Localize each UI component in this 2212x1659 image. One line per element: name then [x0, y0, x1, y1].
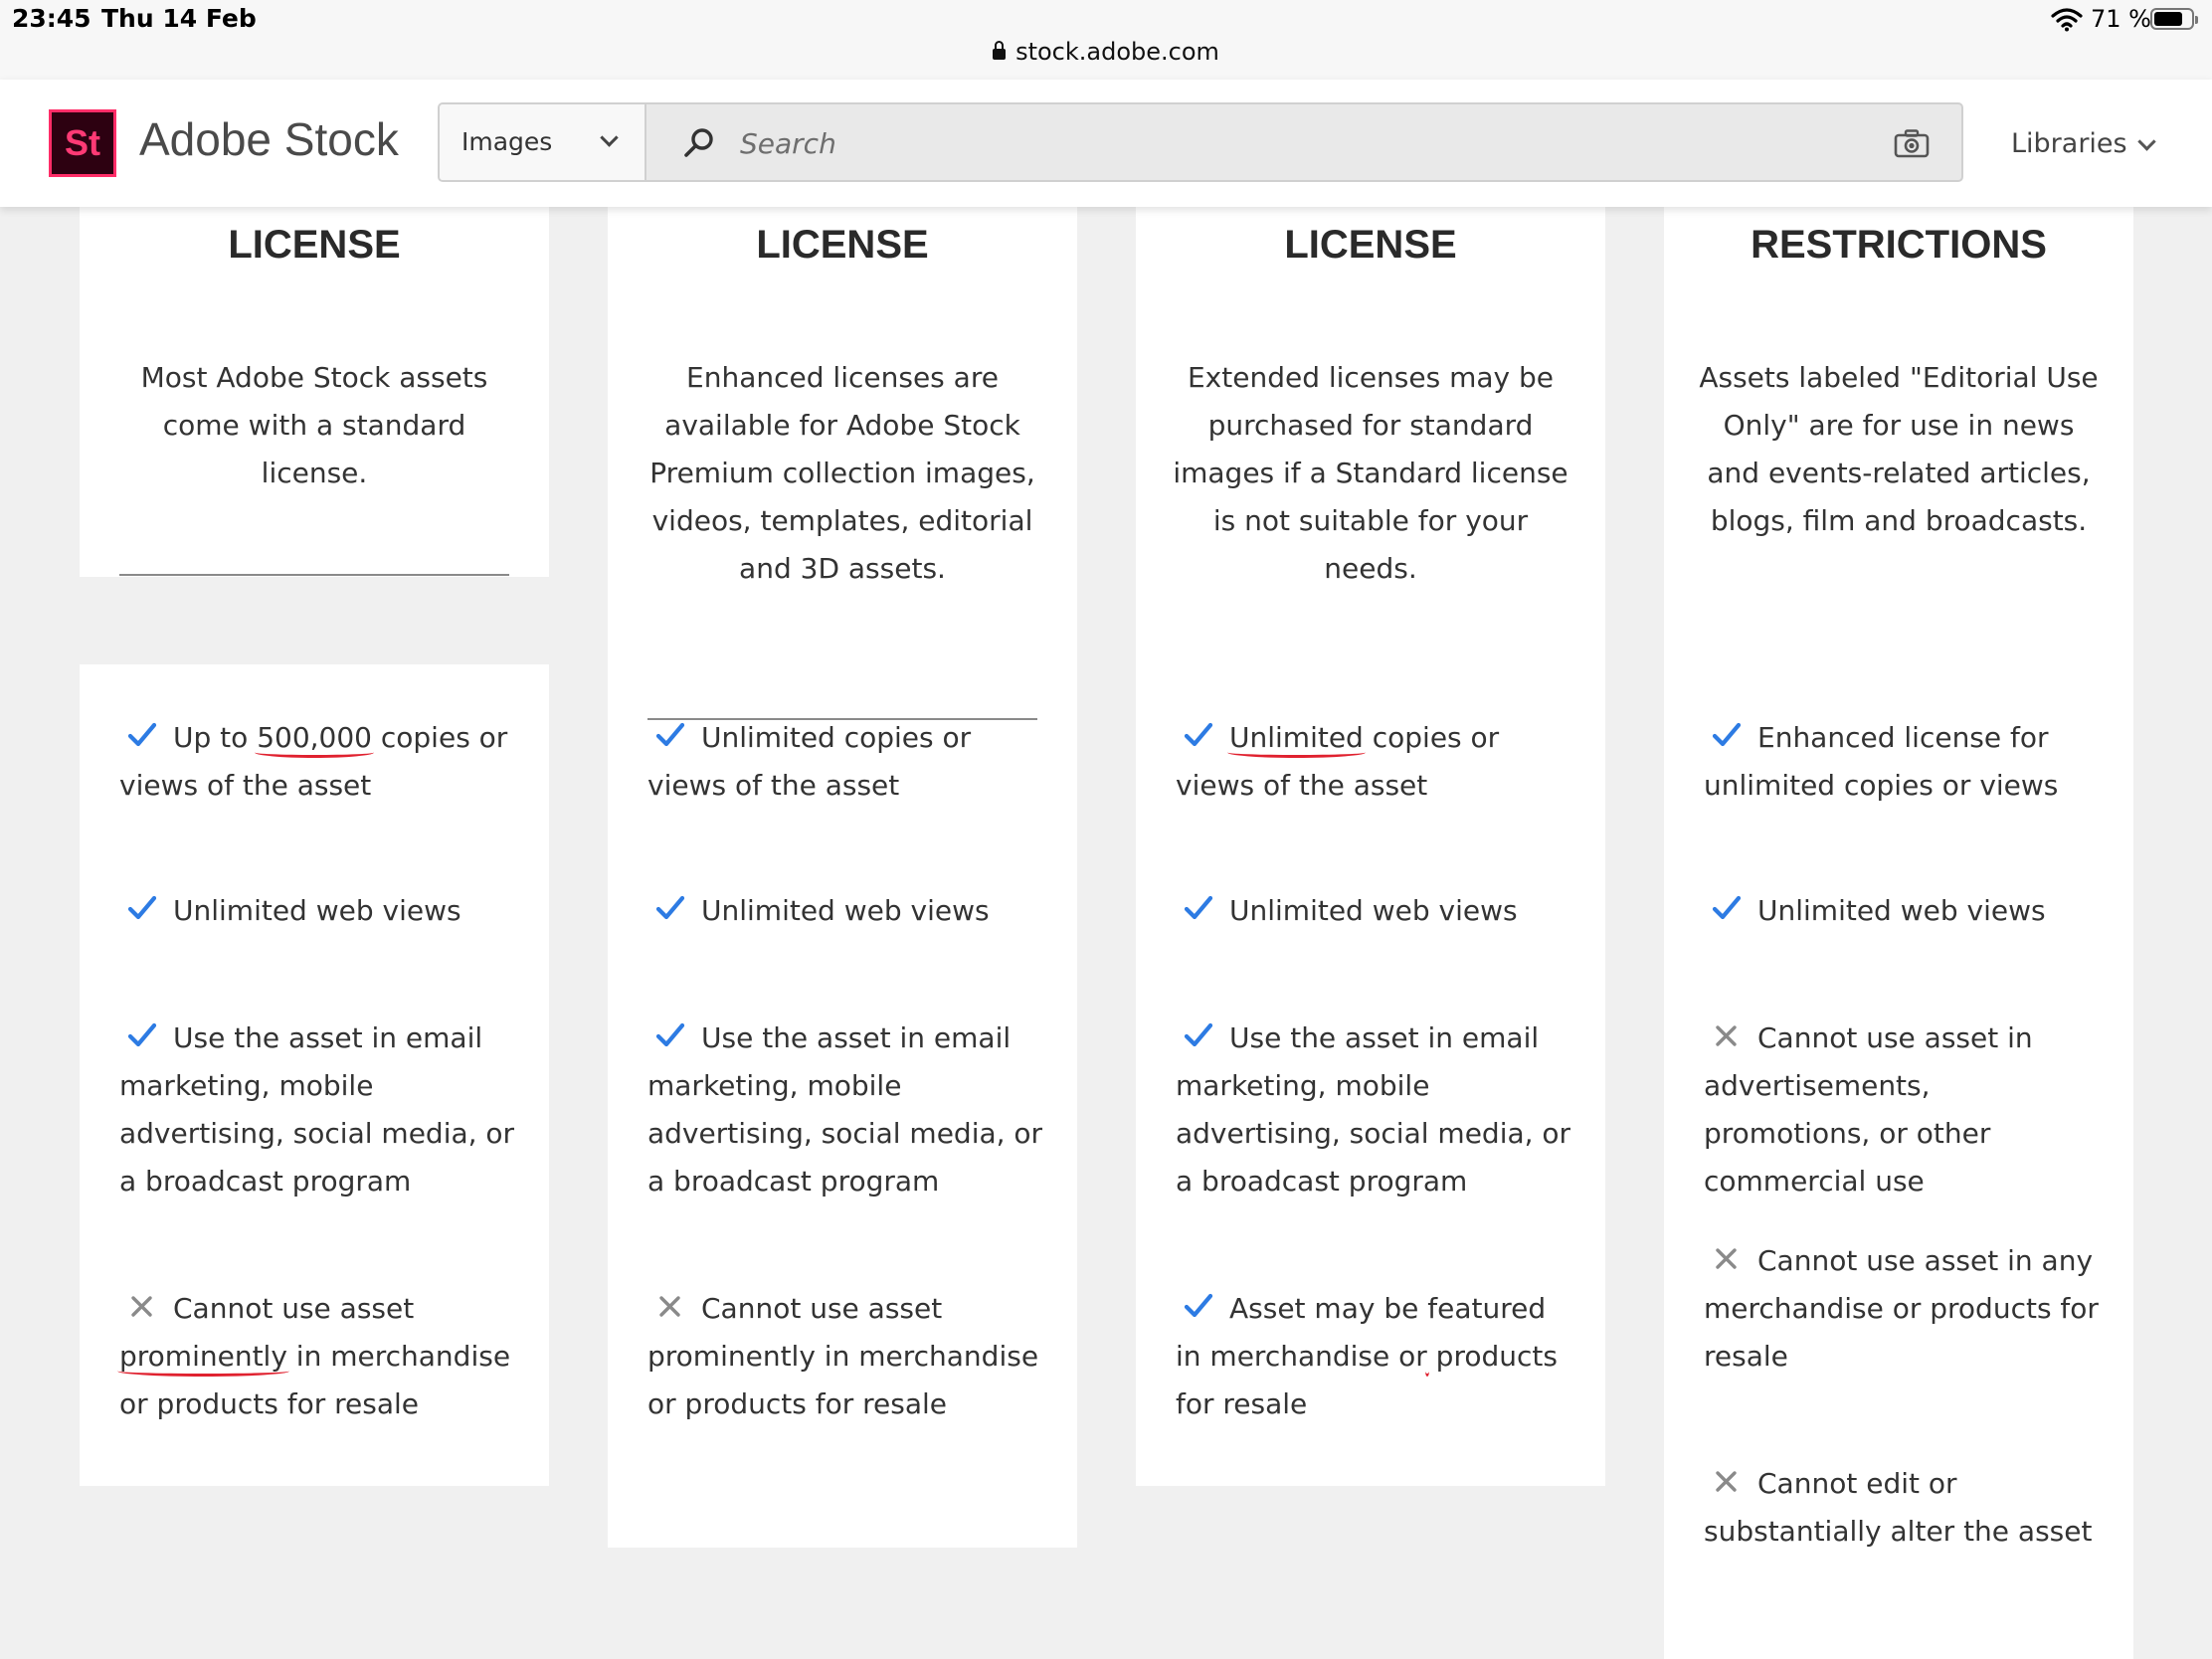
address-url: stock.adobe.com [1015, 38, 1219, 66]
checkmark-icon [655, 894, 689, 922]
feature-text: Cannot use asset in any merchandise or products for resale [1704, 1244, 2099, 1373]
feature-item [119, 1014, 517, 1205]
feature-text: Up to [173, 721, 258, 754]
feature-item [119, 714, 517, 810]
feature-text: Use the asset in email marketing, mobile advertising, social media, or a broadcast program [119, 1021, 515, 1198]
checkmark-icon [1712, 894, 1746, 922]
feature-text: Unlimited copies or views of the asset [647, 721, 972, 802]
x-icon [127, 1292, 161, 1320]
annotated-text: prominently [119, 1340, 287, 1373]
battery-icon [2150, 8, 2194, 30]
license-summary-card [1136, 149, 1605, 674]
lock-icon [993, 49, 1006, 60]
license-summary-card [1664, 149, 2133, 674]
license-description: Most Adobe Stock assets come with a standard license. [140, 361, 488, 489]
feature-text: Use the asset in email marketing, mobile advertising, social media, or a broadcast program [1176, 1021, 1571, 1198]
battery-percent: 71 % [2091, 5, 2151, 33]
license-description: Extended licenses may be purchased for standard images if a Standard license is not suitable for your needs. [1173, 361, 1568, 585]
feature-item [1176, 887, 1573, 935]
feature-item [647, 887, 1045, 935]
x-icon [1712, 1021, 1746, 1049]
checkmark-icon [1184, 1292, 1217, 1320]
feature-item [1704, 1014, 2102, 1205]
chevron-down-icon[interactable] [2137, 132, 2155, 150]
feature-text: Asset may be [1229, 1292, 1428, 1325]
feature-item [119, 887, 517, 935]
annotated-text: featured in [1176, 1292, 1547, 1373]
checkmark-icon [1184, 721, 1217, 749]
asset-type-dropdown[interactable] [440, 104, 646, 180]
license-features-card [1136, 664, 1605, 1486]
feature-text: Cannot use asset [173, 1292, 415, 1325]
adobe-stock-logo[interactable]: St [49, 109, 116, 177]
feature-text: Unlimited web views [173, 894, 461, 927]
search-icon [682, 126, 716, 160]
license-title: RESTRICTIONS [1751, 223, 2047, 267]
chevron-down-icon [600, 128, 618, 146]
divider [119, 574, 509, 576]
license-features-card [608, 664, 1077, 1486]
feature-item [1704, 887, 2102, 935]
x-icon [1712, 1467, 1746, 1495]
checkmark-icon [1184, 894, 1217, 922]
license-features-card [1664, 664, 2133, 1659]
license-title: LICENSE [1284, 223, 1457, 267]
license-title: LICENSE [756, 223, 929, 267]
search-input[interactable] [738, 118, 1836, 168]
status-bar [0, 0, 2212, 82]
site-header [0, 80, 2212, 207]
checkmark-icon [127, 894, 161, 922]
feature-item [119, 1285, 517, 1428]
license-features-card [80, 664, 549, 1486]
wifi-icon [2051, 8, 2083, 32]
feature-item [647, 714, 1045, 810]
brand-name[interactable]: Adobe Stock [139, 113, 399, 165]
feature-text: Unlimited web views [1757, 894, 2046, 927]
checkmark-icon [655, 721, 689, 749]
status-time: 23:45 [12, 4, 92, 33]
license-description: Enhanced licenses are available for Adobe Stock Premium collection images, videos, templates, editorial and 3D assets. [649, 361, 1035, 585]
feature-item [1704, 1460, 2102, 1556]
x-icon [655, 1292, 689, 1320]
checkmark-icon [127, 721, 161, 749]
x-icon [1712, 1244, 1746, 1272]
address-bar[interactable] [0, 38, 2212, 66]
feature-item [1176, 714, 1573, 810]
feature-text: Cannot edit or substantially alter the asset [1704, 1467, 2093, 1548]
feature-item [647, 1014, 1045, 1205]
annotated-text: Unlimited [1229, 721, 1364, 754]
checkmark-icon [655, 1021, 689, 1049]
feature-item [647, 1285, 1045, 1428]
feature-text: Unlimited web views [701, 894, 990, 927]
status-date: Thu 14 Feb [101, 4, 257, 33]
feature-text: in merchandise or products for resale [119, 1340, 511, 1420]
license-summary-card [80, 149, 549, 577]
feature-item [1704, 1237, 2102, 1381]
feature-item [1176, 1014, 1573, 1205]
feature-item [1176, 1285, 1573, 1428]
search-bar [438, 102, 1963, 182]
feature-text: Use the asset in email marketing, mobile advertising, social media, or a broadcast program [647, 1021, 1043, 1198]
feature-text: Cannot use asset in advertisements, promotions, or other commercial use [1704, 1021, 2033, 1198]
libraries-menu[interactable]: Libraries [2011, 128, 2127, 159]
feature-text: Cannot use asset prominently in merchandise or products for resale [647, 1292, 1039, 1420]
feature-text: copies or views of the asset [1176, 721, 1500, 802]
checkmark-icon [1712, 721, 1746, 749]
feature-text: merchandise or products for resale [1176, 1340, 1558, 1420]
annotated-text: 500,000 [257, 721, 372, 754]
feature-text: Unlimited web views [1229, 894, 1518, 927]
asset-type-label: Images [461, 127, 553, 156]
license-description: Assets labeled "Editorial Use Only" are for use in news and events-related articles, blogs, film and broadcasts. [1699, 361, 2099, 537]
camera-icon[interactable] [1894, 128, 1930, 158]
feature-item [1704, 714, 2102, 810]
feature-text: copies or views of the asset [119, 721, 508, 802]
checkmark-icon [1184, 1021, 1217, 1049]
checkmark-icon [127, 1021, 161, 1049]
feature-text: Enhanced license for unlimited copies or views [1704, 721, 2059, 802]
license-title: LICENSE [228, 223, 401, 267]
